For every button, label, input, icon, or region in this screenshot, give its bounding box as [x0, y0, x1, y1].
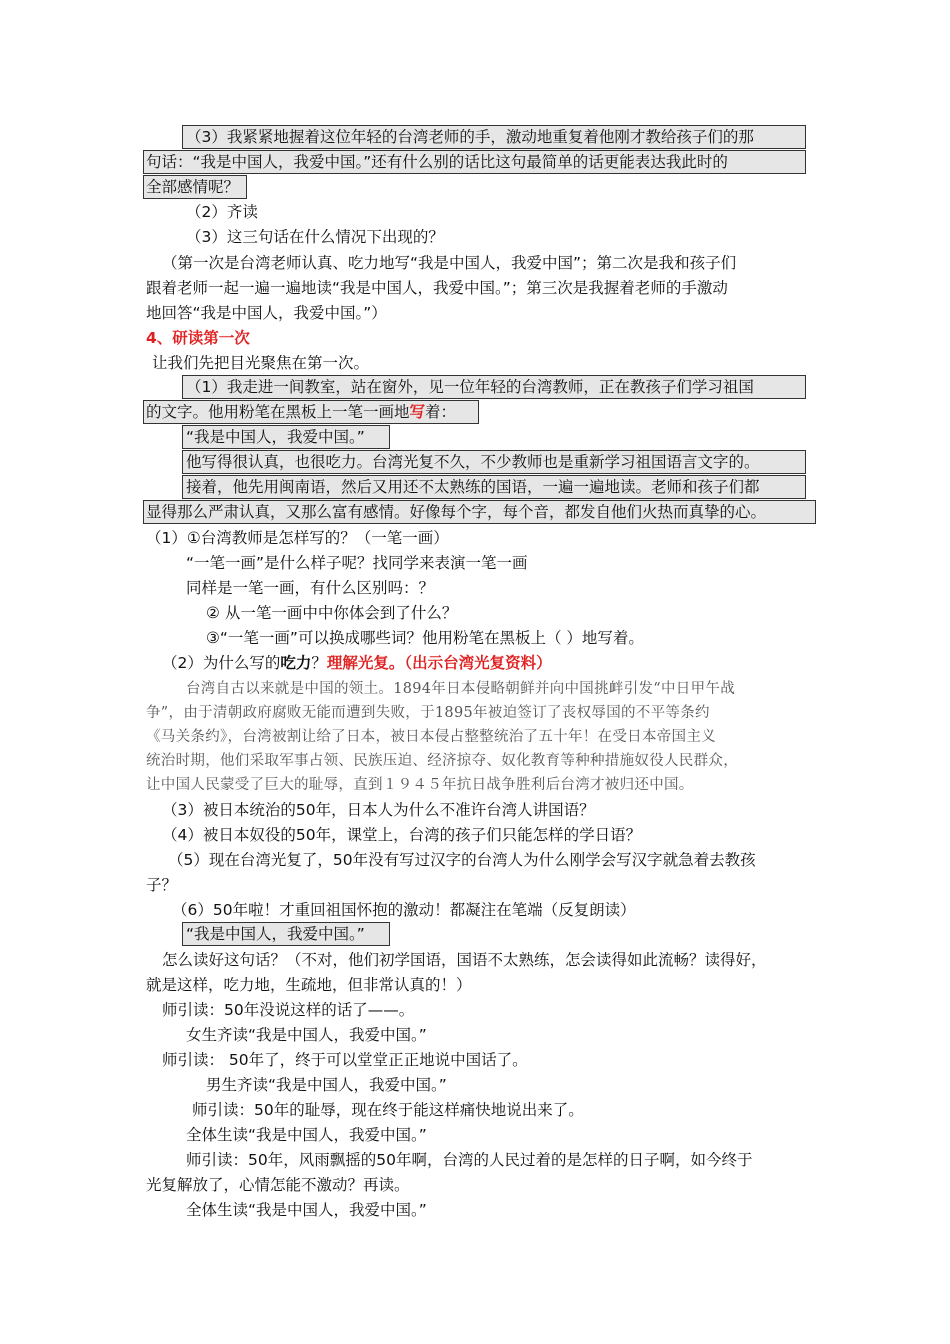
- passage-text: 着：: [425, 403, 457, 421]
- passage-line: “我是中国人，我爱中国。”: [186, 428, 365, 446]
- reading-line: 师引读：50年，风雨飘摇的50年啊，台湾的人民过着的是怎样的日子啊，如今终于: [186, 1151, 753, 1169]
- reading-line: 师引读：50年没说这样的话了——。: [162, 1001, 415, 1019]
- passage-line: （1）我走进一间教室，站在窗外，见一位年轻的台湾教师，正在教孩子们学习祖国: [186, 378, 754, 396]
- question-line: （6）50年啦！才重回祖国怀抱的激动！都凝注在笔端（反复朗读）: [172, 901, 636, 919]
- reading-line: 女生齐读“我是中国人，我爱中国。”: [186, 1026, 427, 1044]
- question-line: 子？: [146, 876, 178, 894]
- question-line: 同样是一笔一画，有什么区别吗：？: [186, 579, 435, 597]
- reading-line: 师引读： 50年了，终于可以堂堂正正地说中国话了。: [162, 1051, 528, 1069]
- reading-line: 怎么读好这句话？（不对，他们初学国语，国语不太熟练，怎会读得如此流畅？读得好，: [162, 951, 767, 969]
- question-3: （3）这三句话在什么情况下出现的？: [186, 228, 444, 246]
- passage-text: 的文字。他用粉笔在黑板上一笔一画地: [146, 403, 410, 421]
- material-line: 统治时期，他们采取军事占领、民族压迫、经济掠夺、奴化教育等种种措施奴役人民群众，: [146, 753, 738, 769]
- question-line: （3）被日本统治的50年，日本人为什么不准许台湾人讲国语？: [162, 801, 595, 819]
- material-line: 《马关条约》，台湾被割让给了日本，被日本侵占整整统治了五十年！在受日本帝国主义: [146, 729, 716, 745]
- question-line: ② 从一笔一画中中你体会到了什么？: [206, 604, 458, 622]
- keyword: 吃力: [280, 654, 312, 672]
- question-line: （5）现在台湾光复了，50年没有写过汉字的台湾人为什么刚学会写汉字就急着去教孩: [168, 851, 756, 869]
- reading-line: 全体生读“我是中国人，我爱中国。”: [186, 1126, 427, 1144]
- emphasis-word: 写: [409, 403, 426, 421]
- red-note: 理解光复。（出示台湾光复资料）: [326, 654, 552, 672]
- question-line: ③“一笔一画”可以换成哪些词？他用粉笔在黑板上（ ）地写着。: [206, 629, 644, 647]
- reading-line: 光复解放了，心情怎能不激动？再读。: [146, 1176, 410, 1194]
- reading-line: 师引读：50年的耻辱，现在终于能这样痛快地说出来了。: [192, 1101, 584, 1119]
- question-line: （2）为什么写的吃力？理解光复。（出示台湾光复资料）: [162, 654, 552, 672]
- question-line: （1）①台湾教师是怎样写的？（一笔一画）: [146, 529, 449, 547]
- question-line: （4）被日本奴役的50年，课堂上，台湾的孩子们只能怎样的学日语？: [162, 826, 642, 844]
- answer-line: 跟着老师一起一遍一遍地读“我是中国人，我爱中国。”；第三次是我握着老师的手激动: [146, 279, 728, 297]
- answer-line: （第一次是台湾老师认真、吃力地写“我是中国人，我爱中国”；第二次是我和孩子们: [162, 254, 737, 272]
- passage-line: 接着，他先用闽南语，然后又用还不太熟练的国语，一遍一遍地读。老师和孩子们都: [186, 478, 760, 496]
- passage-line: 句话：“我是中国人，我爱中国。”还有什么别的话比这句最简单的话更能表达我此时的: [146, 153, 728, 171]
- passage-line: [146, 401, 456, 423]
- passage-line: （3）我紧紧地握着这位年轻的台湾老师的手，激动地重复着他刚才教给孩子们的那: [186, 128, 754, 146]
- material-line: 台湾自古以来就是中国的领土。1894年日本侵略朝鲜并向中国挑衅引发“中日甲午战: [186, 681, 736, 697]
- section-number: 4、: [146, 329, 173, 347]
- answer-line: 地回答“我是中国人，我爱中国。”）: [146, 304, 387, 322]
- reading-line: 全体生读“我是中国人，我爱中国。”: [186, 1201, 427, 1219]
- passage-line: 显得那么严肃认真，又那么富有感情。好像每个字，每个音，都发自他们火热而真挚的心。: [146, 503, 767, 521]
- passage-line: 他写得很认真，也很吃力。台湾光复不久，不少教师也是重新学习祖国语言文字的。: [186, 453, 760, 471]
- passage-line: 全部感情呢？: [146, 178, 240, 196]
- section-heading: [146, 327, 250, 349]
- reading-line: 男生齐读“我是中国人，我爱中国。”: [206, 1076, 447, 1094]
- reading-line: 就是这样，吃力地，生疏地，但非常认真的！）: [146, 976, 472, 994]
- section-title: 研读第一次: [172, 329, 250, 347]
- highlight-quote: “我是中国人，我爱中国。”: [186, 925, 365, 943]
- question-line: “一笔一画”是什么样子呢？找同学来表演一笔一画: [186, 554, 528, 572]
- question-2: （2）齐读: [186, 203, 258, 221]
- material-line: 争”，由于清朝政府腐败无能而遭到失败，于1895年被迫签订了丧权辱国的不平等条约: [146, 705, 710, 721]
- material-line: 让中国人民蒙受了巨大的耻辱，直到１９４５年抗日战争胜利后台湾才被归还中国。: [146, 777, 694, 793]
- focus-line: 让我们先把目光聚焦在第一次。: [152, 354, 370, 372]
